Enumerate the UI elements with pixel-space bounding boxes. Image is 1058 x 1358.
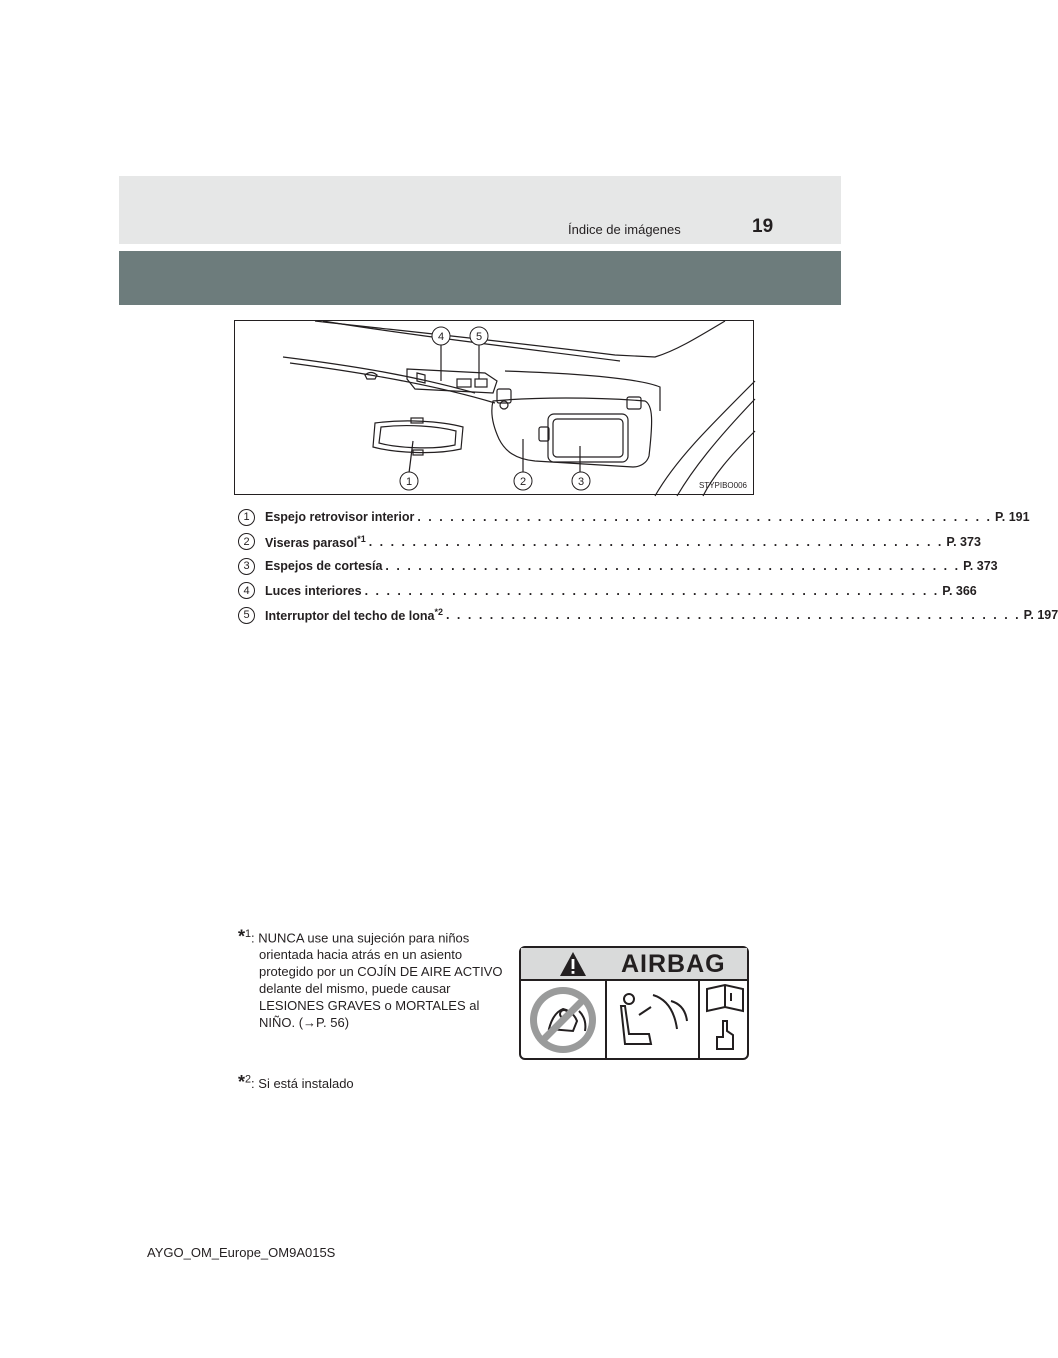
footnote-number: 1 bbox=[245, 928, 252, 940]
item-page-ref[interactable]: P. 373 bbox=[963, 559, 998, 574]
airbag-label-pictograms bbox=[521, 981, 747, 1060]
footnote-1 bbox=[238, 926, 508, 1031]
read-manual-icon bbox=[707, 985, 743, 1049]
dot-leader: . . . . . . . . . . . . . . . . . . . . . . . . . . . . . . . . . . . . . . . . . . . . . . . . . . . . . bbox=[417, 510, 993, 525]
footnote-mark: *2 bbox=[434, 607, 443, 618]
section-banner bbox=[119, 251, 841, 305]
item-page-ref[interactable]: P. 197 bbox=[1023, 608, 1058, 623]
list-item[interactable] bbox=[238, 505, 1030, 530]
item-label: Espejo retrovisor interior bbox=[265, 510, 415, 525]
item-label: Interruptor del techo de lona$^{*2}$ bbox=[265, 607, 443, 624]
item-number: 5 bbox=[238, 607, 255, 624]
list-item[interactable] bbox=[238, 603, 1058, 628]
callout-4-label: 4 bbox=[437, 331, 445, 343]
section-title: Índice de imágenes bbox=[568, 222, 681, 237]
item-page-ref[interactable]: P. 373 bbox=[946, 534, 981, 549]
item-number: 2 bbox=[238, 533, 255, 550]
callout-1-label: 1 bbox=[405, 476, 413, 488]
dot-leader: . . . . . . . . . . . . . . . . . . . . . . . . . . . . . . . . . . . . . . . . . . . . . . . . . . . . . bbox=[368, 534, 944, 549]
dot-leader: . . . . . . . . . . . . . . . . . . . . . . . . . . . . . . . . . . . . . . . . . . . . . . . . . . . . . bbox=[385, 559, 961, 574]
panel-divider bbox=[698, 981, 700, 1060]
no-rear-facing-seat-icon bbox=[530, 987, 596, 1053]
callout-2-label: 2 bbox=[519, 476, 527, 488]
document-code: AYGO_OM_Europe_OM9A015S bbox=[147, 1245, 336, 1260]
ceiling-drawing bbox=[235, 321, 755, 496]
callout-3-label: 3 bbox=[577, 476, 585, 488]
list-item[interactable] bbox=[238, 554, 998, 579]
airbag-label-header bbox=[521, 948, 747, 981]
airbag-warning-label bbox=[519, 946, 749, 1060]
header-band bbox=[119, 176, 841, 244]
airbag-label-title: AIRBAG bbox=[621, 950, 726, 978]
list-item[interactable] bbox=[238, 530, 981, 555]
item-label: Luces interiores bbox=[265, 583, 362, 598]
interior-ceiling-illustration bbox=[234, 320, 754, 495]
figure-code: STYPIBO006 bbox=[698, 481, 747, 490]
footnote-mark: *1 bbox=[357, 533, 366, 544]
item-label: Viseras parasol$^{*1}$ bbox=[265, 533, 366, 550]
item-number: 1 bbox=[238, 509, 255, 526]
item-page-ref[interactable]: P. 366 bbox=[942, 583, 977, 598]
callout-5-label: 5 bbox=[475, 331, 483, 343]
panel-divider bbox=[605, 981, 607, 1060]
footnote-2-text: : Si está instalado bbox=[251, 1076, 354, 1091]
footnote-1-body: orientada hacia atrás en un asiento protegido por un COJÍN DE AIRE ACTIVO delante del mismo, puede causar LESIONES GRAVES o MORTALES al NIÑO. (→P. 56) bbox=[259, 947, 503, 1031]
page-number: 19 bbox=[752, 216, 774, 237]
list-item[interactable] bbox=[238, 579, 977, 604]
item-label: Espejos de cortesía bbox=[265, 559, 383, 574]
item-page-ref[interactable]: P. 191 bbox=[995, 510, 1030, 525]
footnote-number: 2 bbox=[245, 1073, 252, 1086]
item-number: 4 bbox=[238, 582, 255, 599]
footnote-asterisk: * bbox=[238, 1072, 246, 1092]
footnote-1-first-line: : NUNCA use una sujeción para niños bbox=[251, 930, 470, 946]
seat-airbag-icon bbox=[621, 994, 687, 1044]
index-list bbox=[238, 505, 1058, 628]
footnote-asterisk: * bbox=[238, 926, 246, 947]
dot-leader: . . . . . . . . . . . . . . . . . . . . . . . . . . . . . . . . . . . . . . . . . . . . . . . . . . . . . bbox=[364, 583, 940, 598]
footnote-2 bbox=[238, 1072, 354, 1093]
dot-leader: . . . . . . . . . . . . . . . . . . . . . . . . . . . . . . . . . . . . . . . . . . . . . . . . . . . . . bbox=[445, 608, 1021, 623]
warning-triangle-icon bbox=[559, 951, 587, 977]
item-number: 3 bbox=[238, 558, 255, 575]
